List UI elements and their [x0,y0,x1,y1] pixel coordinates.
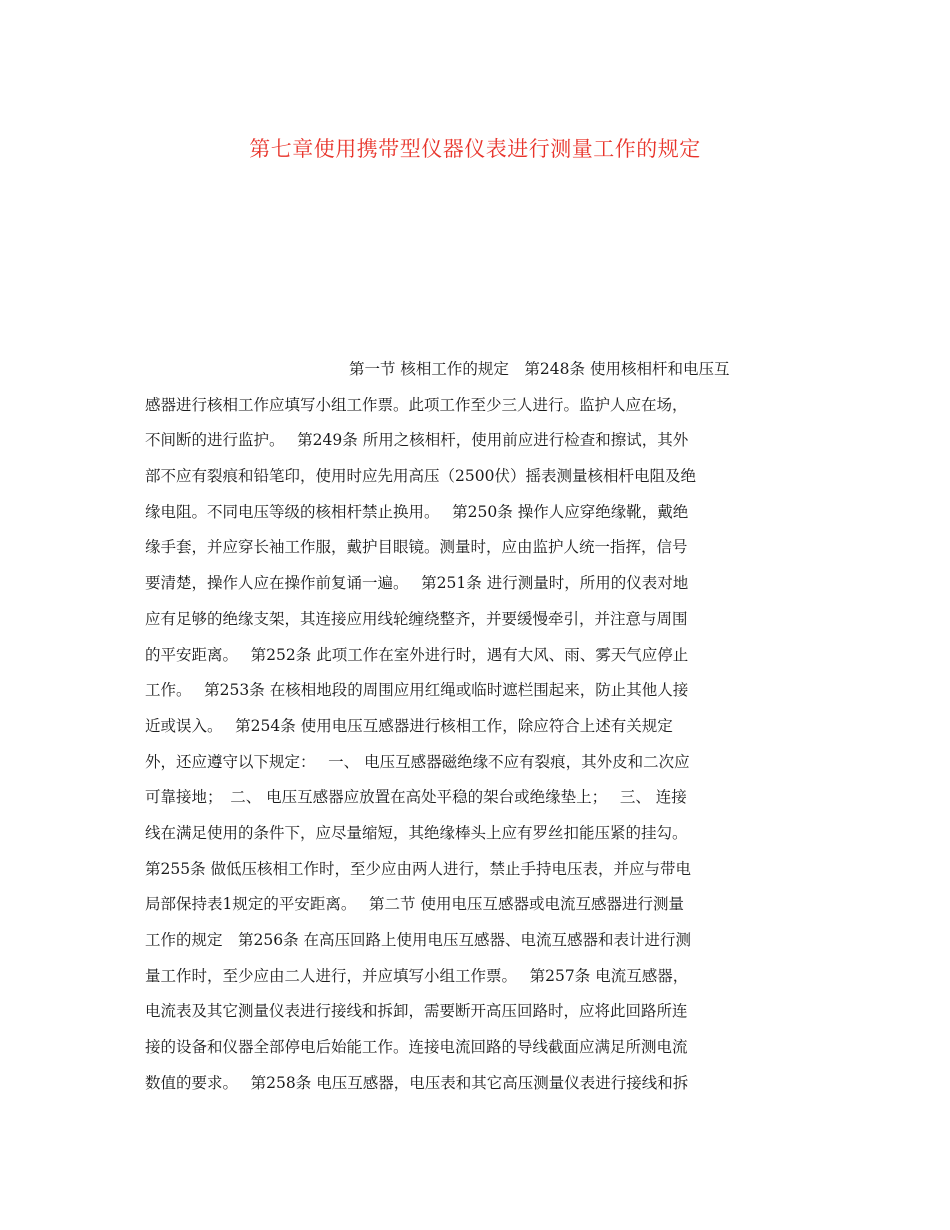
body-line: 缘手套，并应穿长袖工作服，戴护目眼镜。测量时，应由监护人统一指挥，信号 [145,538,688,557]
body-line: 电流表及其它测量仪表进行接线和拆卸，需要断开高压回路时，应将此回路所连 [145,1002,688,1021]
body-line: 线在满足使用的条件下，应尽量缩短，其绝缘棒头上应有罗丝扣能压紧的挂勾。 [145,823,688,842]
body-line: 数值的要求。 第258条 电压互感器，电压表和其它高压测量仪表进行接线和拆 [145,1073,689,1092]
body-line: 第一节 核相工作的规定 第248条 使用核相杆和电压互 [349,360,730,378]
body-line: 局部保持表1规定的平安距离。 第二节 使用电压互感器或电流互感器进行测量 [145,895,684,914]
document-title: 第七章使用携带型仪器仪表进行测量工作的规定 [249,137,701,161]
body-line: 近或误入。 第254条 使用电压互感器进行核相工作，除应符合上述有关规定 [145,716,673,735]
document-body [145,352,817,1101]
body-line: 可靠接地； 二、 电压互感器应放置在高处平稳的架台或绝缘垫上； 三、 连接 [145,788,687,807]
body-line: 应有足够的绝缘支架，其连接应用线轮缠绕整齐，并要缓慢牵引，并注意与周围 [145,609,688,628]
body-line: 量工作时，至少应由二人进行，并应填写小组工作票。 第257条 电流互感器， [145,966,689,985]
body-line: 缘电阻。不同电压等级的核相杆禁止换用。 第250条 操作人应穿绝缘靴，戴绝 [145,502,689,521]
body-line: 要清楚，操作人应在操作前复诵一遍。 第251条 进行测量时，所用的仪表对地 [145,574,689,593]
body-line: 接的设备和仪器全部停电后始能工作。连接电流回路的导线截面应满足所测电流 [145,1038,688,1057]
body-line: 感器进行核相工作应填写小组工作票。此项工作至少三人进行。监护人应在场， [145,395,688,414]
body-line: 工作的规定 第256条 在高压回路上使用电压互感器、电流互感器和表计进行测 [145,931,692,949]
body-line: 部不应有裂痕和铅笔印，使用时应先用高压（2500伏）摇表测量核相杆电阻及绝 [145,467,696,486]
body-line: 的平安距离。 第252条 此项工作在室外进行时，遇有大风、雨、雾天气应停止 [145,645,689,664]
body-line: 不间断的进行监护。 第249条 所用之核相杆，使用前应进行检查和擦试，其外 [145,431,689,450]
body-line: 工作。 第253条 在核相地段的周围应用红绳或临时遮栏围起来，防止其他人接 [145,681,689,700]
body-line: 第255条 做低压核相工作时，至少应由两人进行，禁止手持电压表，并应与带电 [145,859,692,878]
body-line: 外，还应遵守以下规定： 一、 电压互感器磁绝缘不应有裂痕，其外皮和二次应 [145,752,690,771]
